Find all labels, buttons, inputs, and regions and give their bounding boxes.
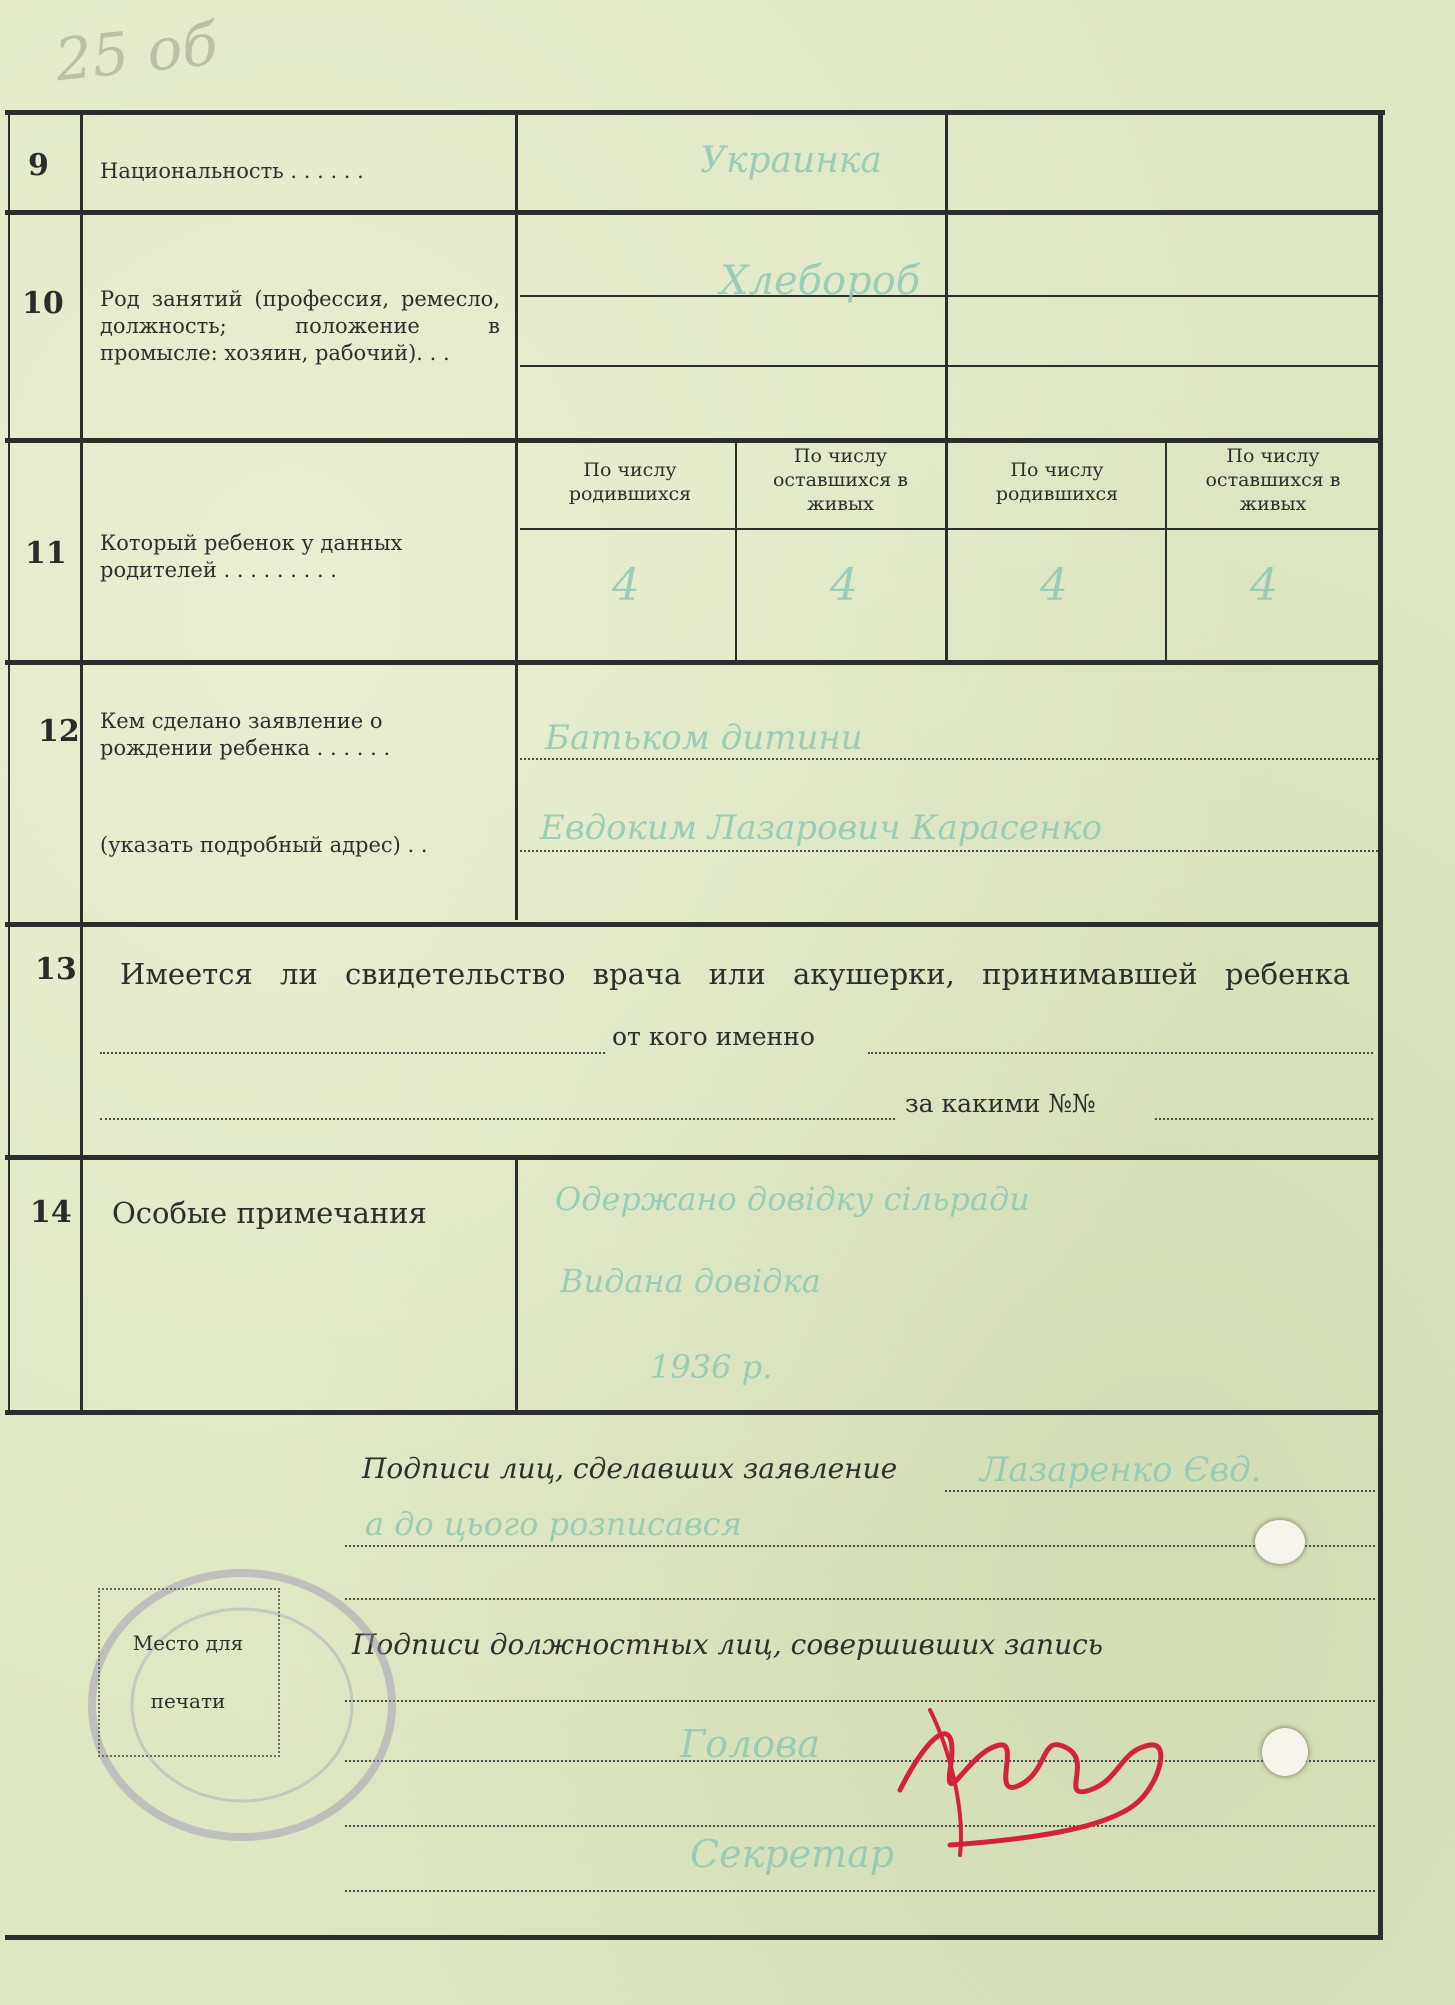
row-separator-9-10 [5,210,1380,215]
row-13-dotted-line-1a [100,1052,605,1054]
table-top-border [5,110,1385,115]
table-left-border [8,110,10,1410]
row11-subcol-divider-1 [735,438,737,660]
applicants-signature-line-3 [345,1598,1375,1600]
row-12-value-line-2: Евдоким Лазарович Карасенко [540,808,1103,848]
official-signature-value-2: Секретар [690,1832,895,1876]
row-9-value: Украинка [700,140,882,181]
applicant-signature-value-2: а до цього розписався [365,1505,742,1543]
row-separator-14-signatures [5,1410,1380,1415]
value-column-divider [945,110,948,660]
row-12-number: 12 [38,714,80,749]
row-14-note-line-1: Одержано довідку сільради [555,1180,1030,1218]
row-11-header-4: По числу оставшихся в живых [1205,445,1341,515]
row-10-label: Род занятий (профессия, ремесло, должность; положение в промысле: хозяин, рабочий). . . [100,287,500,365]
row-11-number: 11 [25,536,67,571]
row12-dotted-line-2 [520,850,1378,852]
row-separator-10-11 [5,438,1380,443]
row-11-value-3: 4 [1040,560,1068,611]
row-11-header-2: По числу оставшихся в живых [772,445,909,515]
officials-signature-line-2 [345,1760,1375,1762]
row-13-number: 13 [35,952,77,987]
row-10-number: 10 [22,286,64,321]
stamp-placeholder-box [98,1588,280,1757]
row-11-value-2: 4 [830,560,858,611]
archive-number: 25 об [51,9,221,95]
red-signature [890,1690,1190,1860]
row11-header-line [520,528,1378,530]
stamp-box-line-2: печати [150,1689,226,1713]
row-separator-12-13 [5,922,1380,927]
applicants-signature-label: Подписи лиц, сделавших заявление [362,1452,898,1485]
row-12-address-label: (указать подробный адрес) . . [100,833,428,857]
row-12-label: Кем сделано заявление о рождении ребенка . . . . . . [100,709,391,760]
row-12-value-line-1: Батьком дитини [545,718,863,758]
row-separator-13-14 [5,1155,1380,1160]
paper-hole-1 [1255,1520,1305,1564]
row-9-label: Национальность . . . . . . [100,159,364,183]
row-13-text: Имеется ли свидетельство врача или акушерки, принимавшей ребенка [120,957,1350,991]
officials-signature-line-1 [345,1700,1375,1702]
row-13-dotted-line-2b [1155,1118,1373,1120]
official-signature-value-1: Голова [680,1722,820,1766]
row10-value-line-1 [520,295,1378,297]
row-13-from-whom: от кого именно [612,1022,815,1051]
row-11-value-1: 4 [612,560,640,611]
row-14-note-line-2: Видана довідка [560,1262,821,1300]
paper-hole-2 [1262,1728,1308,1776]
row-13-dotted-line-1b [868,1052,1373,1054]
applicants-signature-line-1 [945,1490,1375,1492]
row10-value-line-2 [520,365,1378,367]
row-11-label: Который ребенок у данных родителей . . . . . . . . . [100,531,403,582]
label-column-divider-14 [515,1155,518,1410]
label-column-divider [515,110,518,920]
applicants-signature-line-2 [345,1545,1375,1547]
row-13-by-number: за какими №№ [905,1089,1096,1118]
table-right-border [1378,110,1383,1940]
officials-signature-line-4 [345,1890,1375,1892]
row12-dotted-line-1 [520,758,1378,760]
row-14-number: 14 [30,1195,72,1230]
row-14-note-line-3: 1936 р. [650,1348,773,1386]
row11-subcol-divider-2 [1165,438,1167,660]
row-11-value-4: 4 [1250,560,1278,611]
row-10-value: Хлебороб [720,258,921,304]
table-bottom-border [5,1935,1380,1940]
row-separator-11-12 [5,660,1380,665]
row-11-header-3: По числу родившихся [995,459,1119,505]
applicant-signature-value: Лазаренко Євд. [980,1450,1262,1490]
officials-signature-label: Подписи должностных лиц, совершивших запись [352,1628,1104,1661]
officials-signature-line-3 [345,1825,1375,1827]
row-14-label: Особые примечания [112,1196,427,1230]
row-9-number: 9 [28,148,49,183]
row-13-dotted-line-2a [100,1118,895,1120]
number-column-divider [80,110,83,1410]
stamp-box-line-1: Место для [132,1631,244,1655]
row-11-header-1: По числу родившихся [568,459,692,505]
